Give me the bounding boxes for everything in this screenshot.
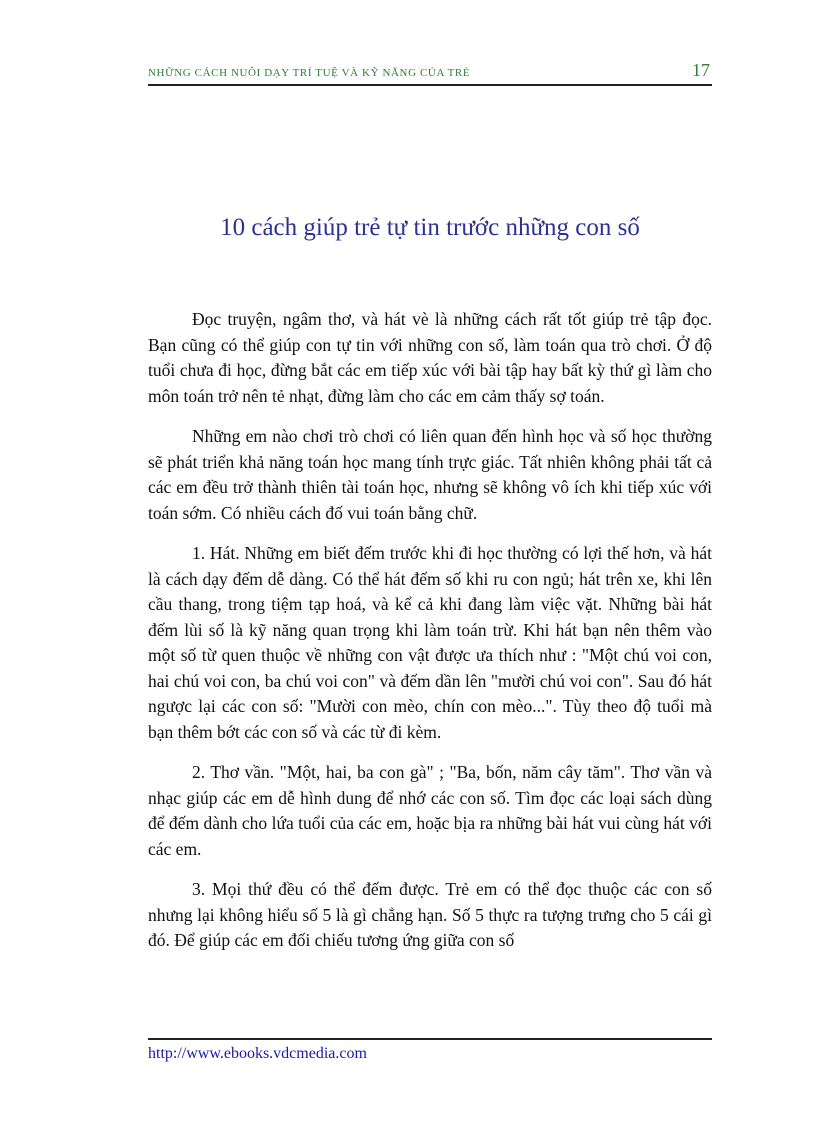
page-number: 17 <box>692 60 710 80</box>
paragraph-singing: 1. Hát. Những em biết đếm trước khi đi học thường có lợi thế hơn, và hát là cách dạy đếm dễ dàng. Có thể hát đếm số khi ru con ngủ; hát trên xe, khi lên cầu thang, trong tiệm tạp hoá, và kể cả khi đang làm việc vặt. Những bài hát đếm lùi số là kỹ năng quan trọng khi làm toán trừ. Khi hát bạn nên thêm vào một số từ quen thuộc về những con vật được ưa thích như : "Một chú voi con, hai chú voi con, ba chú voi con" và đếm dần lên "mười chú voi con". Sau đó hát ngược lại các con số: "Mười con mèo, chín con mèo...". Tùy theo độ tuổi mà bạn thêm bớt các con số và các từ đi kèm. <box>148 543 712 742</box>
paragraph-counting: 3. Mọi thứ đều có thể đếm được. Trẻ em có thể đọc thuộc các con số nhưng lại không hiểu số 5 là gì chẳng hạn. Số 5 thực ra tượng trưng cho 5 cái gì đó. Để giúp các em đối chiếu tương ứng giữa con số <box>148 879 712 950</box>
page-footer <box>148 1038 712 1063</box>
running-header <box>148 58 712 86</box>
paragraph-rhymes: 2. Thơ vần. "Một, hai, ba con gà" ; "Ba, bốn, năm cây tăm". Thơ vần và nhạc giúp các em dễ hình dung để nhớ các con số. Tìm đọc các loại sách dùng để đếm dành cho lứa tuổi của các em, hoặc bịa ra những bài hát vui cùng hát với các em. <box>148 762 712 859</box>
running-title: NHỮNG CÁCH NUÔI DẠY TRÍ TUỆ VÀ KỸ NĂNG CỦA TRẺ <box>148 67 471 79</box>
body-text <box>148 307 712 969</box>
footer-url-link[interactable]: http://www.ebooks.vdcmedia.com <box>148 1045 367 1062</box>
chapter-title: 10 cách giúp trẻ tự tin trước những con số <box>220 214 640 241</box>
paragraph-intro: Đọc truyện, ngâm thơ, và hát vè là những cách rất tốt giúp trẻ tập đọc. Bạn cũng có thể giúp con tự tin với những con số, làm toán qua trò chơi. Ở độ tuổi chưa đi học, đừng bắt các em tiếp xúc với bài tập hay bất kỳ thứ gì làm cho môn toán trở nên tẻ nhạt, đừng làm cho các em cảm thấy sợ toán. <box>148 309 712 406</box>
paragraph-geometry: Những em nào chơi trò chơi có liên quan đến hình học và số học thường sẽ phát triển khả năng toán học mang tính trực giác. Tất nhiên không phải tất cả các em đều trở thành thiên tài toán học, nhưng sẽ không vô ích khi tiếp xúc với toán sớm. Có nhiều cách đố vui toán bằng chữ. <box>148 426 712 523</box>
